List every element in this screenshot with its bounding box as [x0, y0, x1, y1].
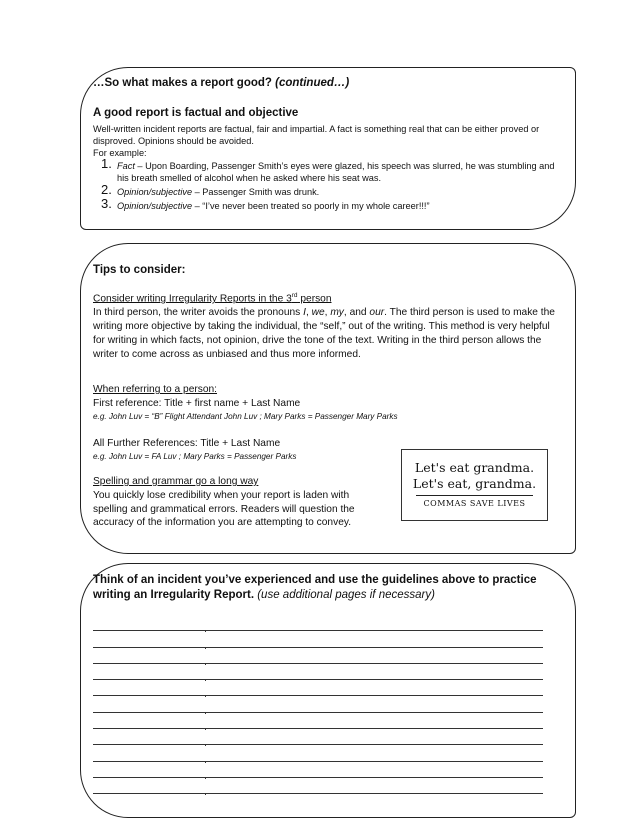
- commas-sign-image: [401, 449, 548, 521]
- first-reference: First reference: Title + first name + Last Name: [93, 397, 301, 409]
- writing-line[interactable]: [93, 631, 543, 647]
- writing-line[interactable]: [93, 664, 543, 680]
- spelling-heading: Spelling and grammar go a long way: [93, 476, 259, 487]
- item-text: – Passenger Smith was drunk.: [192, 187, 320, 197]
- item-number: 1.: [101, 156, 112, 171]
- writing-line[interactable]: [93, 713, 543, 729]
- title-text: …So what makes a report good?: [93, 77, 276, 89]
- item-text: – Upon Boarding, Passenger Smith’s eyes were glazed, his speech was slurred, he was stumbling and his breath smelled of alcohol when he asked where his seat was.: [117, 161, 555, 183]
- third-heading-sup: rd: [291, 292, 298, 299]
- tips-box: [80, 243, 576, 554]
- and-word: , and: [343, 307, 370, 319]
- factual-paragraph: [93, 123, 561, 159]
- third-person-section: [93, 289, 561, 361]
- sign-line-2: Let's eat, grandma.: [412, 476, 537, 491]
- reference-section: [93, 383, 561, 422]
- further-reference: All Further References: Title + Last Name: [93, 438, 281, 449]
- for-example-label: For example:: [93, 148, 147, 158]
- practice-title-note: (use additional pages if necessary): [254, 589, 435, 601]
- writing-line[interactable]: [93, 696, 543, 712]
- section-title: [93, 77, 561, 89]
- section-subtitle: A good report is factual and objective: [93, 107, 299, 119]
- list-item: [93, 182, 561, 198]
- sign-line-1: Let's eat grandma.: [414, 460, 535, 475]
- third-heading-tail: person: [297, 293, 332, 305]
- practice-title: [93, 573, 561, 603]
- third-heading-text: Consider writing Irregularity Reports in the 3: [93, 293, 292, 305]
- third-p-text: In third person, the writer avoids the pronouns: [93, 307, 304, 319]
- reference-heading: When referring to a person:: [93, 384, 218, 395]
- writing-line[interactable]: [93, 615, 543, 631]
- pronoun-my: my: [330, 307, 344, 319]
- pronoun-i: I: [303, 307, 306, 319]
- writing-line[interactable]: [93, 729, 543, 745]
- report-good-box: [80, 67, 576, 230]
- pronoun-our: our: [369, 307, 385, 319]
- example-list: [93, 156, 561, 214]
- practice-box: [80, 563, 576, 818]
- writing-lines[interactable]: [93, 615, 543, 794]
- third-p-rest: . The third person is used to make the writing more objective by taking the individual, the “self,” out of the writing. This method is very helpful for writing in which facts, not opinion, drive the tone of the text. Writing in the third person allows the writer to come across as unbiased and thus more informed.: [93, 307, 555, 360]
- item-text: – “I’ve never been treated so poorly in my whole career!!!”: [192, 201, 430, 211]
- writing-line[interactable]: [93, 762, 543, 778]
- item-number: 2.: [101, 182, 112, 197]
- item-label: Opinion/subjective: [117, 201, 193, 211]
- writing-line[interactable]: [93, 680, 543, 696]
- item-number: 3.: [101, 196, 112, 211]
- third-person-paragraph: [93, 306, 561, 361]
- item-label: Fact: [117, 161, 135, 171]
- sign-divider: [416, 495, 533, 496]
- item-label: Opinion/subjective: [117, 187, 193, 197]
- writing-line[interactable]: [93, 778, 543, 794]
- practice-title-text: Think of an incident you’ve experienced and use the guidelines above to practice writing an Irregularity Report.: [93, 574, 537, 601]
- first-reference-example: e.g. John Luv = “B” Flight Attendant John Luv ; Mary Parks = Passenger Mary Parks: [93, 411, 398, 421]
- spelling-section: [93, 475, 385, 530]
- comma: ,: [324, 307, 331, 319]
- tips-title: Tips to consider:: [93, 264, 186, 276]
- third-person-heading: [93, 289, 561, 306]
- list-item: [93, 196, 561, 212]
- further-reference-example: e.g. John Luv = FA Luv ; Mary Parks = Passenger Parks: [93, 451, 297, 461]
- spelling-paragraph: You quickly lose credibility when your report is laden with spelling and grammatical errors. Readers will question the accuracy of the information you are attempting to convey.: [93, 489, 355, 529]
- writing-line[interactable]: [93, 745, 543, 761]
- writing-line[interactable]: [93, 648, 543, 664]
- sign-line-3: COMMAS SAVE LIVES: [423, 499, 526, 508]
- list-item: [93, 156, 561, 184]
- title-continued: (continued…): [275, 77, 350, 89]
- comma: ,: [305, 307, 312, 319]
- factual-text: Well-written incident reports are factual, fair and impartial. A fact is something real that can be either proved or disproved. Opinions should be avoided.: [93, 124, 540, 146]
- pronoun-we: we: [311, 307, 325, 319]
